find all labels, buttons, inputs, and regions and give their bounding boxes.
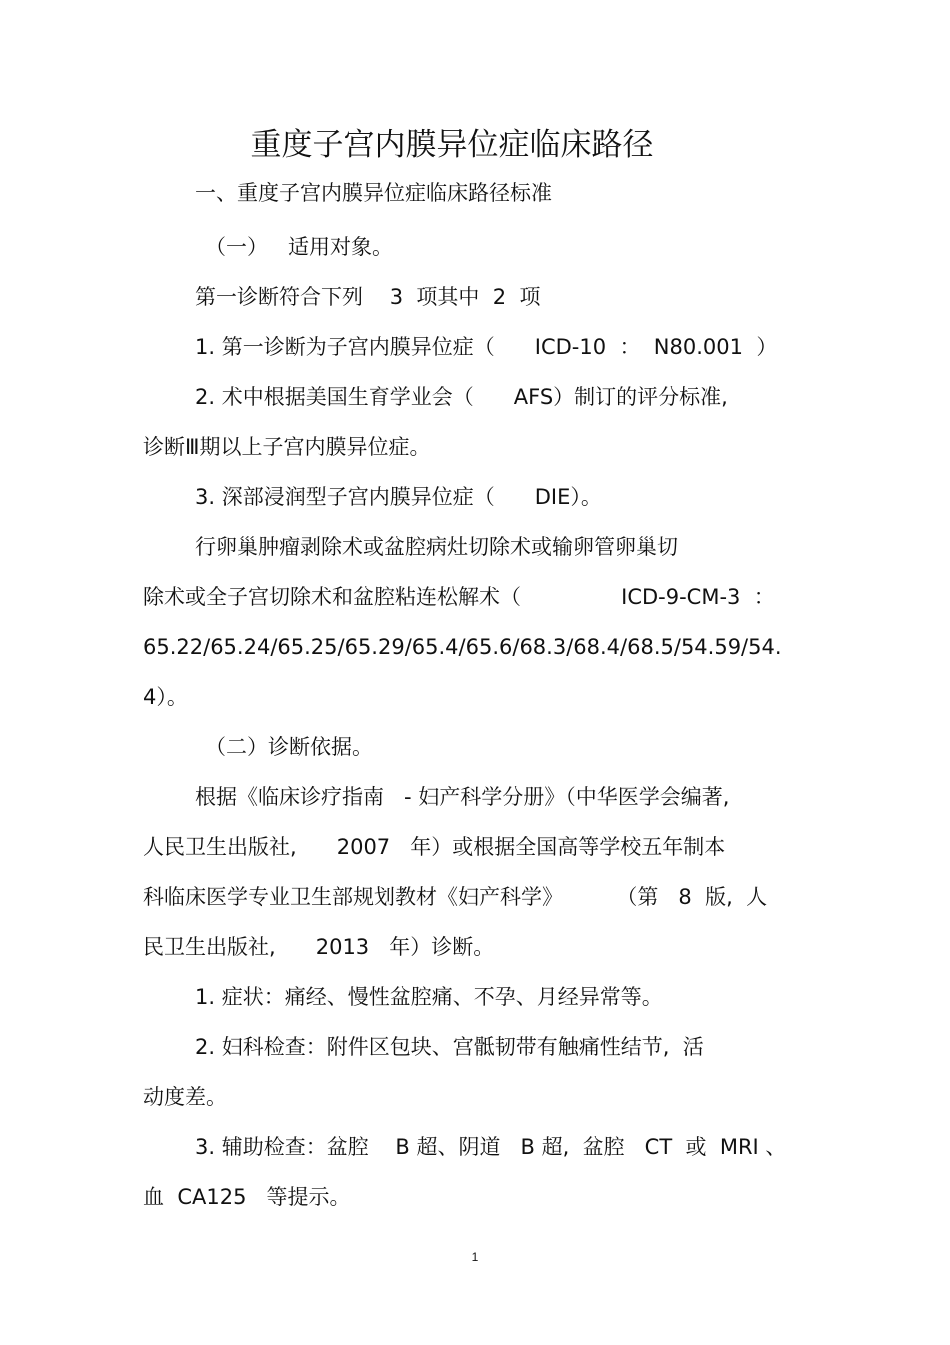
- list-item-exam-continued: 动度差。: [143, 1085, 227, 1109]
- paragraph-line: 人民卫生出版社, 2007 年）或根据全国高等学校五年制本: [143, 835, 726, 859]
- list-item-2-continued: 诊断Ⅲ期以上子宫内膜异位症。: [143, 435, 431, 459]
- list-item-1: 1. 第一诊断为子宫内膜异位症（ ICD-10 ： N80.001 ）: [195, 335, 778, 359]
- page-number: 1: [471, 1250, 479, 1264]
- paragraph-line: 65.22/65.24/65.25/65.29/65.4/65.6/68.3/68.4/68.5/54.59/54.: [143, 635, 782, 659]
- list-item-symptoms: 1. 症状：痛经、慢性盆腔痛、不孕、月经异常等。: [195, 985, 663, 1009]
- paragraph-line: 除术或全子宫切除术和盆腔粘连松解术（ ICD-9-CM-3 ：: [143, 585, 775, 609]
- paragraph-line: 民卫生出版社, 2013 年）诊断。: [143, 935, 495, 959]
- paragraph-line: 4）。: [143, 685, 188, 709]
- paragraph-line: 根据《临床诊疗指南 - 妇产科学分册》（中华医学会编著,: [195, 785, 730, 809]
- list-item-auxiliary: 3. 辅助检查：盆腔 B 超、阴道 B 超, 盆腔 CT 或 MRI 、: [195, 1135, 787, 1159]
- paragraph-line: 行卵巢肿瘤剥除术或盆腔病灶切除术或输卵管卵巢切: [195, 535, 678, 559]
- list-item-2: 2. 术中根据美国生育学业会（ AFS）制订的评分标准,: [195, 385, 728, 409]
- paragraph-line: 第一诊断符合下列 3 项其中 2 项: [195, 285, 541, 309]
- subsection-heading-diagnosis: （二）诊断依据。: [205, 735, 373, 759]
- list-item-exam: 2. 妇科检查：附件区包块、宫骶韧带有触痛性结节, 活: [195, 1035, 704, 1059]
- section-heading-1: 一、重度子宫内膜异位症临床路径标准: [195, 181, 552, 205]
- list-item-auxiliary-continued: 血 CA125 等提示。: [143, 1185, 351, 1209]
- list-item-3: 3. 深部浸润型子宫内膜异位症（ DIE）。: [195, 485, 602, 509]
- subsection-heading-applicable: （一） 适用对象。: [205, 235, 394, 259]
- document-title: 重度子宫内膜异位症临床路径: [250, 127, 654, 163]
- paragraph-line: 科临床医学专业卫生部规划教材《妇产科学》 （第 8 版, 人: [143, 885, 768, 909]
